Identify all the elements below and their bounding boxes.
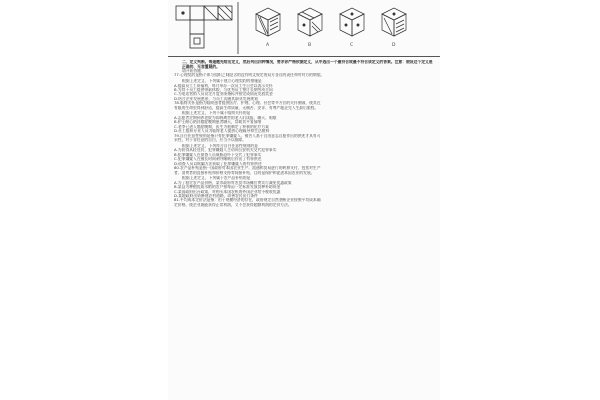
section-note: 请开始答题： <box>182 69 205 73</box>
question-line: 采性，对于非任意的自白，应当予以排除。 <box>174 138 247 143</box>
question-line: D.结合企业发展愿景，与员工沟通其职业发展规划 <box>174 96 258 101</box>
section-heading-line1: 二、定义判断。每道题先给出定义，然后列出四种情况，要求你严格依据定义，从中选出一个最符合或最不符合该定义的答案。注意：假设这个定义是正确的、无容置疑的。 <box>182 60 433 69</box>
option-label-d: D <box>392 43 396 48</box>
question-line: 定价格，使企业既能获得正常利润，又不会获得超额利润的定价方法。 <box>174 202 292 207</box>
question-line: C.犯罪嫌疑人在被长时间剥夺睡眠后作出了有罪供述 <box>174 157 262 162</box>
question-line: A.为了稳定农产品价格，某市政府对农贸市场摊位费实行减免优惠政策 <box>174 180 292 185</box>
option-cube-a[interactable] <box>256 8 280 36</box>
question-line: C.为电话营销人员设定月度业绩指标并按完成情况发放奖金 <box>174 92 273 97</box>
question-line: 根据上述定义，下列不属于临终关怀的是 <box>182 111 251 116</box>
question-line: 81.平均成本定价法是指：由于规模经济的存在，政府规定自然垄断企业按照平均成本确 <box>174 198 321 203</box>
option-label-c: C <box>350 43 354 48</box>
question-line: A.提高员工工资福利，每月举办一次员工生日会以表示关怀 <box>174 83 273 88</box>
option-label-a: A <box>266 43 270 48</box>
question-line: D.侦查人员以欺骗方法获取了犯罪嫌疑人的有罪供述 <box>174 161 262 166</box>
question-line: B.护士耐心陪伴癌症晚期患者聊天，帮助其平复情绪 <box>174 120 262 125</box>
question-lines <box>174 73 434 207</box>
option-label-b: B <box>308 43 312 48</box>
question-line: 有限的生命里得到舒适，提高生命质量，无痛苦、安详、有尊严地走完人生最后旅程。 <box>174 105 319 110</box>
question-line: 根据上述定义，下列属于农产品补贴的是 <box>182 176 251 181</box>
option-cube-d[interactable] <box>382 8 406 36</box>
question-line: 根据上述定义，下列符合自白任意性规则的是 <box>182 143 258 148</box>
question-line: B.犯罪嫌疑人在侦查人员威胁恐吓下交代了犯罪事实 <box>174 152 262 157</box>
question-line: B.为骨干员工提供带薪休假，与优秀员工签订长期劳动合同 <box>174 88 273 92</box>
cube-net-diagram <box>176 6 232 48</box>
question-line: C.老李已进入癌症晚期，医生为他制定了积极的化疗方案 <box>174 124 269 129</box>
section-divider <box>168 56 440 57</box>
question-line: A.为获得从轻处罚，犯罪嫌疑人主动向公安机关交代犯罪事实 <box>174 148 277 153</box>
option-cube-b[interactable] <box>298 8 322 36</box>
exam-page <box>168 0 440 400</box>
question-line: A.志愿者定期到养老院为即将离世的老人们读报、聊天、唱歌 <box>174 115 277 120</box>
question-line: C.某国政府出台政策，对购买本国农机的外国企业给予税收优惠 <box>174 189 281 194</box>
question-text-block <box>174 60 434 398</box>
question-line: 80.农产品补贴是指一国政府对本国农业生产、流通和贸易进行的转移支付，包括对生产 <box>174 166 321 171</box>
question-line: 79.自白任意性规则是指只有犯罪嫌疑人、被告人基于自由意志自愿作出的供述才具有可 <box>174 133 321 138</box>
question-line: D.社工组织专业人员为临终老人提供心理疏导和生活照料 <box>174 129 270 134</box>
question-line: 根据上述定义，下列属于建立心理契约的措施是 <box>182 79 262 84</box>
question-line: D.某地政府出资修建农村道路，改善农民出行条件 <box>174 193 258 198</box>
question-line: 78.临终关怀是指为临终患者提供医疗、护理、心理、社会等多方位的关怀照顾，使其在 <box>174 101 321 106</box>
figure-reasoning-question <box>168 0 440 56</box>
question-line: 者、消费者的直接补贴和价格支持等间接补贴，目的是保护和促进本国农业的发展。 <box>174 170 315 175</box>
question-line: 77.心理契约是指个体与组织之间隐含的没有明文规定的双方各自的责任和对对方的期望。 <box>174 73 325 78</box>
option-cube-c[interactable] <box>340 8 364 36</box>
question-line: B.某县为种植优质水稻的农户按每亩一定标准发放良种补助资金 <box>174 185 281 190</box>
